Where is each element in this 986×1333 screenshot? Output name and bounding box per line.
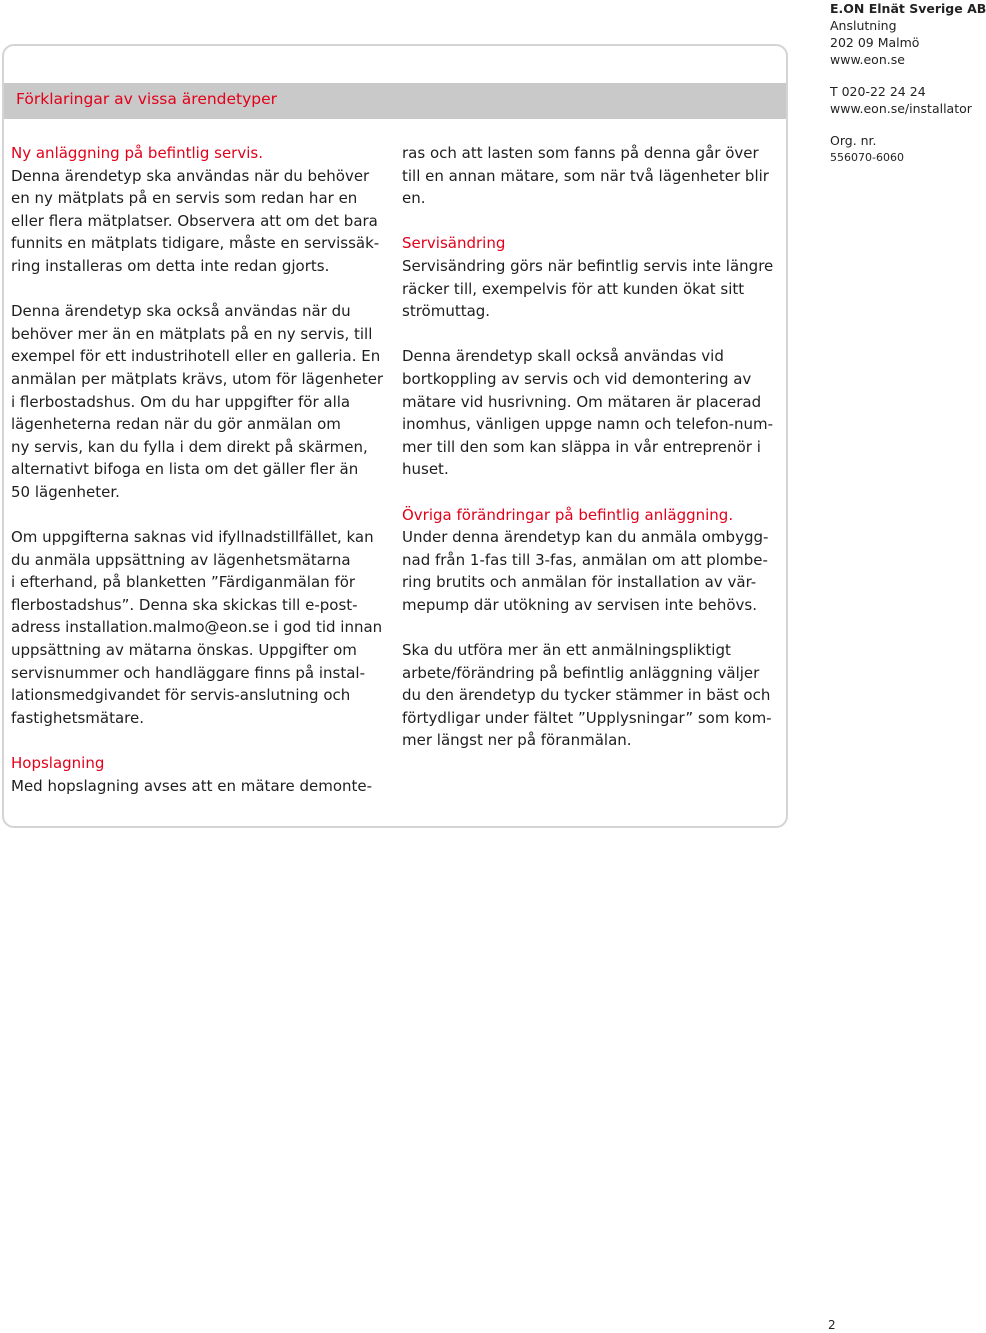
text-line: servisnummer och handläggare finns på instal- xyxy=(11,663,365,682)
text-line: du den ärendetyp du tycker stämmer in bäst och xyxy=(402,686,771,705)
text-line: räcker till, exempelvis för att kunden ökat sitt xyxy=(402,279,745,298)
text-line: till en annan mätare, som när två lägenheter blir xyxy=(402,166,769,185)
section-heading: Hopslagning xyxy=(11,754,105,773)
text-line: ny servis, kan du fylla i dem direkt på skärmen, xyxy=(11,437,368,456)
text-line: mer till den som kan släppa in vår entreprenör i xyxy=(402,437,761,456)
text-line: i flerbostadshus. Om du har uppgifter för alla xyxy=(11,392,351,411)
company-web-installator: www.eon.se/installator xyxy=(830,101,972,116)
text-line: Denna ärendetyp ska också användas när du xyxy=(11,302,351,321)
text-line: mer längst ner på föranmälan. xyxy=(402,731,632,750)
text-line: Ska du utföra mer än ett anmälningspliktigt xyxy=(402,641,731,660)
text-line: ring installeras om detta inte redan gjorts. xyxy=(11,256,330,275)
text-line: du anmäla uppsättning av lägenhetsmätarna xyxy=(11,550,351,569)
text-line: mepump där utökning av servisen inte behövs. xyxy=(402,595,757,614)
text-line: funnits en mätplats tidigare, måste en servissäk- xyxy=(11,234,380,253)
text-line: huset. xyxy=(402,460,449,479)
text-line: 50 lägenheter. xyxy=(11,482,120,501)
text-line: förtydligar under fältet ”Upplysningar” som kom- xyxy=(402,708,772,727)
page-title: Förklaringar av vissa ärendetyper xyxy=(16,90,278,108)
company-phone: T 020-22 24 24 xyxy=(830,84,926,99)
text-line: alternativt bifoga en lista om det gäller fler än xyxy=(11,460,359,479)
text-line: en. xyxy=(402,189,426,208)
text-line: Om uppgifterna saknas vid ifyllnadstillfället, kan xyxy=(11,528,374,547)
text-line: lägenheterna redan när du gör anmälan om xyxy=(11,415,341,434)
column-right xyxy=(402,142,782,752)
text-line: lationsmedgivandet för servis-anslutning och xyxy=(11,686,351,705)
text-line: behöver mer än en mätplats på en ny servis, till xyxy=(11,324,373,343)
column-left xyxy=(11,142,396,797)
section-heading: Övriga förändringar på befintlig anläggning. xyxy=(402,505,734,524)
text-line: bortkoppling av servis och vid demontering av xyxy=(402,369,752,388)
text-line: mätare vid husrivning. Om mätaren är placerad xyxy=(402,392,762,411)
text-line: anmälan per mätplats krävs, utom för lägenheter xyxy=(11,369,384,388)
company-name: E.ON Elnät Sverige AB xyxy=(830,1,986,16)
text-line: Denna ärendetyp ska användas när du behöver xyxy=(11,166,370,185)
text-line: ring brutits och anmälan för installation av vär- xyxy=(402,573,757,592)
text-line: Servisändring görs när befintlig servis inte längre xyxy=(402,256,774,275)
text-line: adress installation.malmo@eon.se i god tid innan xyxy=(11,618,383,637)
text-line: inomhus, vänligen uppge namn och telefon-num- xyxy=(402,415,774,434)
text-line: eller flera mätplatser. Observera att om det bara xyxy=(11,211,378,230)
text-line: Denna ärendetyp skall också användas vid xyxy=(402,347,724,366)
text-line: uppsättning av mätarna önskas. Uppgifter om xyxy=(11,641,357,660)
text-line: ras och att lasten som fanns på denna går över xyxy=(402,144,759,162)
section-heading: Ny anläggning på befintlig servis. xyxy=(11,144,263,162)
text-line: exempel för ett industrihotell eller en galleria. En xyxy=(11,347,381,366)
text-line: flerbostadshus”. Denna ska skickas till e-post- xyxy=(11,595,358,614)
text-line: i efterhand, på blanketten ”Färdiganmälan för xyxy=(11,573,356,592)
section-heading: Servisändring xyxy=(402,234,506,253)
page-number: 2 xyxy=(828,1318,836,1332)
company-info xyxy=(830,0,986,166)
org-number: 556070-6060 xyxy=(830,151,904,164)
text-line: fastighetsmätare. xyxy=(11,708,145,727)
company-web: www.eon.se xyxy=(830,52,905,67)
company-address: 202 09 Malmö xyxy=(830,35,920,50)
company-dept: Anslutning xyxy=(830,18,897,33)
text-line: arbete/förändring på befintlig anläggning väljer xyxy=(402,663,760,682)
text-line: en ny mätplats på en servis som redan har en xyxy=(11,189,358,208)
text-line: Med hopslagning avses att en mätare demonte- xyxy=(11,776,373,795)
text-line: nad från 1-fas till 3-fas, anmälan om att plombe- xyxy=(402,550,768,569)
text-line: Under denna ärendetyp kan du anmäla ombygg- xyxy=(402,528,769,547)
org-label: Org. nr. xyxy=(830,133,877,148)
text-line: strömuttag. xyxy=(402,302,491,321)
